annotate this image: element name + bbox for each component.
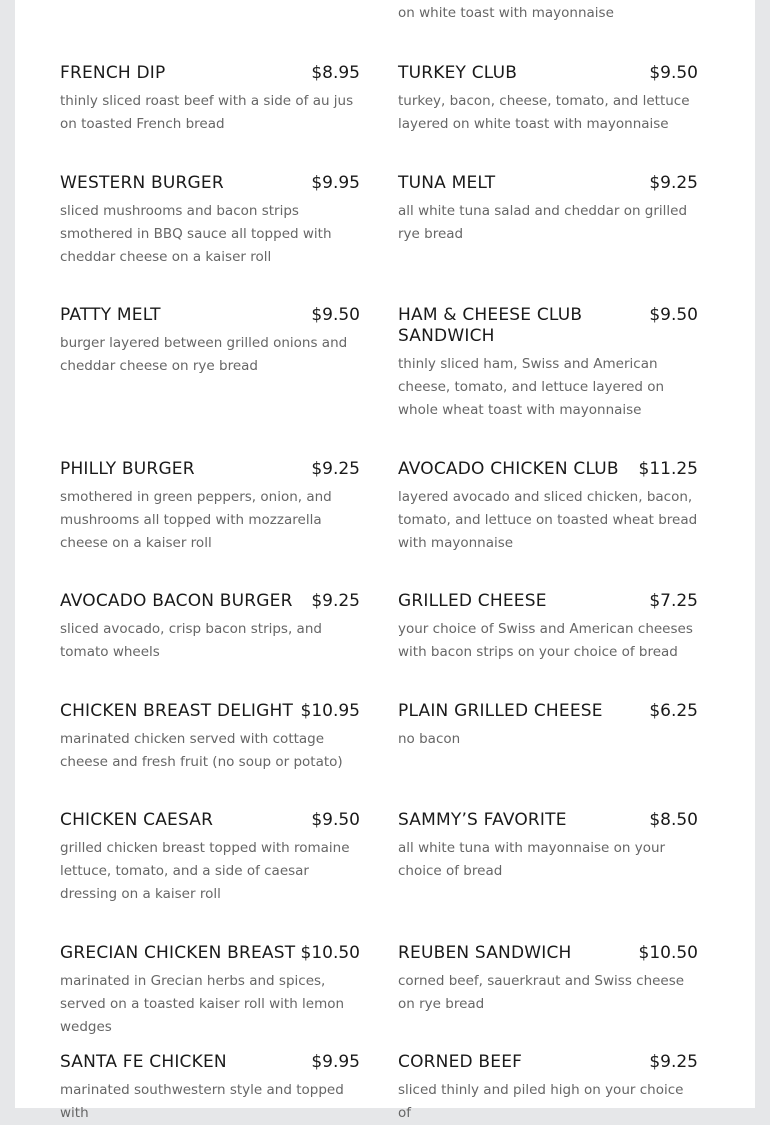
menu-item xyxy=(60,305,360,378)
item-description: grilled chicken breast topped with romaine lettuce, tomato, and a side of caesar dressing on a kaiser roll xyxy=(60,840,350,902)
item-description: burger layered between grilled onions and cheddar cheese on rye bread xyxy=(60,335,348,374)
item-name: GRECIAN CHICKEN BREAST xyxy=(60,943,296,963)
menu-item xyxy=(398,810,698,883)
item-price: $10.50 xyxy=(300,943,360,963)
item-name: TURKEY CLUB xyxy=(398,63,518,83)
menu-item xyxy=(60,943,360,1039)
item-price: $7.25 xyxy=(649,591,698,611)
item-description: corned beef, sauerkraut and Swiss cheese on rye bread xyxy=(398,973,685,1012)
item-name: SAMMY’S FAVORITE xyxy=(398,810,567,830)
item-price: $8.50 xyxy=(649,810,698,830)
item-price: $9.95 xyxy=(311,173,360,193)
item-description: no bacon xyxy=(398,731,461,747)
item-description: all white tuna with mayonnaise on your choice of bread xyxy=(398,840,666,879)
item-price: $6.25 xyxy=(649,701,698,721)
partial-item-description: on white toast with mayonnaise xyxy=(398,5,614,21)
item-name: AVOCADO BACON BURGER xyxy=(60,591,293,611)
menu-item xyxy=(60,591,360,664)
item-price: $9.25 xyxy=(649,173,698,193)
item-name: SANTA FE CHICKEN xyxy=(60,1052,227,1072)
menu-page xyxy=(15,0,755,1121)
item-price: $11.25 xyxy=(638,459,698,479)
menu-item xyxy=(398,943,698,1016)
item-description: sliced avocado, crisp bacon strips, and tomato wheels xyxy=(60,621,322,660)
menu-item xyxy=(60,701,360,774)
item-description: layered avocado and sliced chicken, bacon, tomato, and lettuce on toasted wheat bread with mayonnaise xyxy=(398,489,698,551)
item-price: $9.25 xyxy=(311,591,360,611)
item-price: $9.50 xyxy=(649,63,698,83)
item-name: AVOCADO CHICKEN CLUB xyxy=(398,459,619,479)
menu-item xyxy=(60,810,360,906)
menu-item xyxy=(398,459,698,555)
item-description: thinly sliced roast beef with a side of au jus on toasted French bread xyxy=(60,93,354,132)
menu-item xyxy=(398,1052,698,1125)
item-description: marinated southwestern style and topped with xyxy=(60,1082,344,1121)
item-price: $9.25 xyxy=(311,459,360,479)
item-description: marinated chicken served with cottage cheese and fresh fruit (no soup or potato) xyxy=(60,731,343,770)
item-name: REUBEN SANDWICH xyxy=(398,943,572,963)
item-price: $9.95 xyxy=(311,1052,360,1072)
item-description: turkey, bacon, cheese, tomato, and lettuce layered on white toast with mayonnaise xyxy=(398,93,690,132)
item-price: $10.95 xyxy=(300,701,360,721)
item-description: thinly sliced ham, Swiss and American cheese, tomato, and lettuce layered on whole wheat toast with mayonnaise xyxy=(398,356,665,418)
item-name: CHICKEN CAESAR xyxy=(60,810,214,830)
item-name: PHILLY BURGER xyxy=(60,459,195,479)
item-name: WESTERN BURGER xyxy=(60,173,224,193)
item-name: GRILLED CHEESE xyxy=(398,591,547,611)
item-description: all white tuna salad and cheddar on grilled rye bread xyxy=(398,203,688,242)
item-description: marinated in Grecian herbs and spices, served on a toasted kaiser roll with lemon wedges xyxy=(60,973,345,1035)
item-name: TUNA MELT xyxy=(398,173,496,193)
menu-item xyxy=(398,63,698,136)
menu-item xyxy=(60,173,360,269)
item-price: $9.50 xyxy=(311,305,360,325)
item-description: sliced thinly and piled high on your choice of xyxy=(398,1082,684,1121)
menu-item xyxy=(60,63,360,136)
item-price: $9.50 xyxy=(649,305,698,325)
item-description: your choice of Swiss and American cheeses with bacon strips on your choice of bread xyxy=(398,621,693,660)
item-name: PATTY MELT xyxy=(60,305,161,325)
item-name: CHICKEN BREAST DELIGHT xyxy=(60,701,294,721)
item-name: FRENCH DIP xyxy=(60,63,166,83)
item-price: $9.50 xyxy=(311,810,360,830)
menu-item xyxy=(398,305,698,422)
menu-item xyxy=(60,1052,360,1125)
item-description: smothered in green peppers, onion, and mushrooms all topped with mozzarella cheese on a kaiser roll xyxy=(60,489,332,551)
menu-item xyxy=(398,701,698,751)
item-price: $8.95 xyxy=(311,63,360,83)
menu-item xyxy=(60,459,360,555)
item-name: PLAIN GRILLED CHEESE xyxy=(398,701,603,721)
menu-item xyxy=(398,173,698,246)
item-description: sliced mushrooms and bacon strips smothered in BBQ sauce all topped with cheddar cheese on a kaiser roll xyxy=(60,203,332,265)
menu-item xyxy=(398,591,698,664)
item-price: $9.25 xyxy=(649,1052,698,1072)
item-name: HAM & CHEESE CLUB SANDWICH xyxy=(398,305,583,346)
item-name: CORNED BEEF xyxy=(398,1052,523,1072)
item-price: $10.50 xyxy=(638,943,698,963)
